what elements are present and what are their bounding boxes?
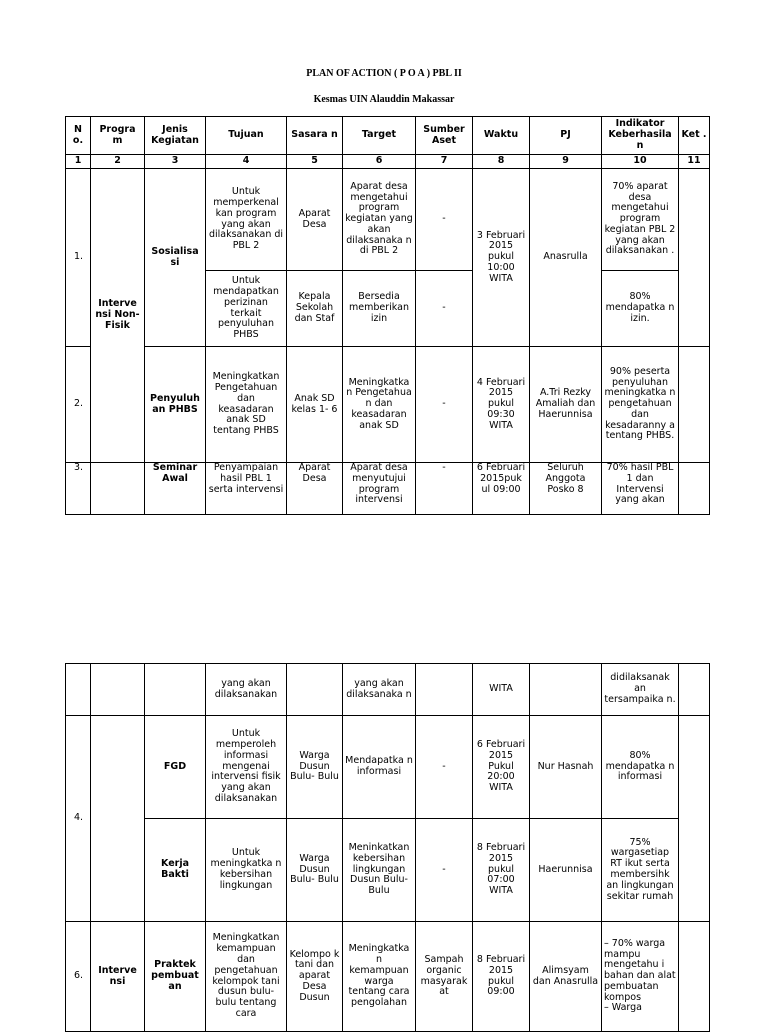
sumber-aset-cell: - xyxy=(416,463,473,515)
sasaran-cell: Kelompo k tani dan aparat Desa Dusun xyxy=(287,922,343,1032)
sumber-aset-cell: - xyxy=(416,819,473,922)
document-title: PLAN OF ACTION ( P O A ) PBL II xyxy=(306,68,462,79)
row-number: 1. xyxy=(66,169,91,347)
sumber-aset-cell xyxy=(416,664,473,716)
col-header-target: Target xyxy=(343,117,416,155)
tujuan-cell: Meningkatkan Pengetahuan dan keasadaran anak SD tentang PHBS xyxy=(206,347,287,463)
indikator-cell: didilaksanak an tersampaika n. xyxy=(602,664,679,716)
col-header-jenis: Jenis Kegiatan xyxy=(145,117,206,155)
sasaran-cell: Warga Dusun Bulu- Bulu xyxy=(287,819,343,922)
header-row xyxy=(66,117,710,155)
jenis-kegiatan-cell: Penyuluh an PHBS xyxy=(145,347,206,463)
target-cell: Bersedia memberikan izin xyxy=(343,271,416,347)
indikator-cell: 70% hasil PBL 1 dan Intervensi yang akan xyxy=(602,463,679,515)
document-subtitle: Kesmas UIN Alauddin Makassar xyxy=(313,94,455,105)
col-number: 4 xyxy=(206,155,287,169)
program-cell xyxy=(91,463,145,515)
ket-cell xyxy=(679,463,710,515)
col-number: 7 xyxy=(416,155,473,169)
tujuan-cell: Untuk meningkatka n kebersihan lingkungan xyxy=(206,819,287,922)
pj-cell: Nur Hasnah xyxy=(530,716,602,819)
table-row xyxy=(66,463,710,515)
jenis-kegiatan-cell: FGD xyxy=(145,716,206,819)
sasaran-cell: Warga Dusun Bulu- Bulu xyxy=(287,716,343,819)
sumber-aset-cell: - xyxy=(416,347,473,463)
poa-table-page-1 xyxy=(65,116,710,515)
sasaran-cell: Anak SD kelas 1- 6 xyxy=(287,347,343,463)
waktu-cell: WITA xyxy=(473,664,530,716)
waktu-cell: 3 Februari 2015 pukul 10:00 WITA xyxy=(473,169,530,347)
pj-cell: Haerunnisa xyxy=(530,819,602,922)
jenis-kegiatan-cell: Sosialisa si xyxy=(145,169,206,347)
col-number: 5 xyxy=(287,155,343,169)
row-number: 3. xyxy=(66,463,91,515)
target-cell: Aparat desa menyutujui program intervensi xyxy=(343,463,416,515)
indikator-cell xyxy=(602,922,679,1032)
col-header-aset: Sumber Aset xyxy=(416,117,473,155)
col-header-sasaran: Sasara n xyxy=(287,117,343,155)
waktu-cell: 8 Februari 2015 pukul 07:00 WITA xyxy=(473,819,530,922)
waktu-cell: 4 Februari 2015 pukul 09:30 WITA xyxy=(473,347,530,463)
col-number: 1 xyxy=(66,155,91,169)
target-cell: Meningkatka n kemampuan warga tentang cara pengolahan xyxy=(343,922,416,1032)
sasaran-cell: Aparat Desa xyxy=(287,463,343,515)
tujuan-cell: Meningkatkan kemampuan dan pengetahuan kelompok tani dusun bulu- bulu tentang cara xyxy=(206,922,287,1032)
target-cell: Mendapatka n informasi xyxy=(343,716,416,819)
indikator-cell: 70% aparat desa mengetahui program kegiatan PBL 2 yang akan dilaksanakan . xyxy=(602,169,679,271)
col-number: 2 xyxy=(91,155,145,169)
table-row xyxy=(66,819,710,922)
col-header-waktu: Waktu xyxy=(473,117,530,155)
row-number xyxy=(66,664,91,716)
tujuan-cell: yang akan dilaksanakan xyxy=(206,664,287,716)
target-cell: yang akan dilaksanaka n xyxy=(343,664,416,716)
col-number: 9 xyxy=(530,155,602,169)
col-header-indikator: Indikator Keberhasila n xyxy=(602,117,679,155)
col-header-no: N o. xyxy=(66,117,91,155)
sumber-aset-cell: Sampah organic masyarak at xyxy=(416,922,473,1032)
target-cell: Aparat desa mengetahui program kegiatan yang akan dilaksanaka n di PBL 2 xyxy=(343,169,416,271)
list-item: – Warga xyxy=(604,1002,642,1014)
column-number-row xyxy=(66,155,710,169)
waktu-cell: 6 Februari 2015puk ul 09:00 xyxy=(473,463,530,515)
tujuan-cell: Untuk memperoleh informasi mengenai intervensi fisik yang akan dilaksanakan xyxy=(206,716,287,819)
target-cell: Meninkatkan kebersihan lingkungan Dusun Bulu- Bulu xyxy=(343,819,416,922)
col-number: 8 xyxy=(473,155,530,169)
pj-cell: Alimsyam dan Anasrulla xyxy=(530,922,602,1032)
jenis-kegiatan-cell: Kerja Bakti xyxy=(145,819,206,922)
target-cell: Meningkatka n Pengetahua n dan keasadaran anak SD xyxy=(343,347,416,463)
tujuan-cell: Untuk mendapatkan perizinan terkait penyuluhan PHBS xyxy=(206,271,287,347)
ket-cell xyxy=(679,347,710,463)
sasaran-cell xyxy=(287,664,343,716)
indikator-cell: 80% mendapatka n izin. xyxy=(602,271,679,347)
program-cell xyxy=(91,716,145,922)
table-row xyxy=(66,664,710,716)
program-cell: Interve nsi Non- Fisik xyxy=(91,169,145,463)
jenis-kegiatan-cell: Seminar Awal xyxy=(145,463,206,515)
ket-cell xyxy=(679,716,710,922)
sumber-aset-cell: - xyxy=(416,271,473,347)
waktu-cell: 8 Februari 2015 pukul 09:00 xyxy=(473,922,530,1032)
row-number: 2. xyxy=(66,347,91,463)
indikator-list xyxy=(604,939,676,1015)
col-number: 11 xyxy=(679,155,710,169)
col-number: 3 xyxy=(145,155,206,169)
list-item: – 70% warga mampu mengetahu i bahan dan alat pembuatan kompos xyxy=(604,937,676,1003)
table-row xyxy=(66,922,710,1032)
col-header-program: Progra m xyxy=(91,117,145,155)
program-cell xyxy=(91,664,145,716)
ket-cell xyxy=(679,169,710,347)
sumber-aset-cell: - xyxy=(416,716,473,819)
ket-cell xyxy=(679,664,710,716)
sasaran-cell: Kepala Sekolah dan Staf xyxy=(287,271,343,347)
tujuan-cell: Untuk memperkenal kan program yang akan dilaksanakan di PBL 2 xyxy=(206,169,287,271)
indikator-cell: 90% peserta penyuluhan meningkatka n pengetahuan dan kesadaranny a tentang PHBS. xyxy=(602,347,679,463)
indikator-cell: 75% wargasetiap RT ikut serta membersihk an lingkungan sekitar rumah xyxy=(602,819,679,922)
jenis-kegiatan-cell: Praktek pembuat an xyxy=(145,922,206,1032)
col-header-pj: PJ xyxy=(530,117,602,155)
table-row xyxy=(66,716,710,819)
sumber-aset-cell: - xyxy=(416,169,473,271)
row-number: 4. xyxy=(66,716,91,922)
pj-cell xyxy=(530,664,602,716)
row-number: 6. xyxy=(66,922,91,1032)
pj-cell: Seluruh Anggota Posko 8 xyxy=(530,463,602,515)
tujuan-cell: Penyampaian hasil PBL 1 serta intervensi xyxy=(206,463,287,515)
ket-cell xyxy=(679,922,710,1032)
waktu-cell: 6 Februari 2015 Pukul 20:00 WITA xyxy=(473,716,530,819)
indikator-cell: 80% mendapatka n informasi xyxy=(602,716,679,819)
jenis-kegiatan-cell xyxy=(145,664,206,716)
col-header-ket: Ket . xyxy=(679,117,710,155)
col-header-tujuan: Tujuan xyxy=(206,117,287,155)
pj-cell: A.Tri Rezky Amaliah dan Haerunnisa xyxy=(530,347,602,463)
col-number: 10 xyxy=(602,155,679,169)
col-number: 6 xyxy=(343,155,416,169)
program-cell: Interve nsi xyxy=(91,922,145,1032)
pj-cell: Anasrulla xyxy=(530,169,602,347)
sasaran-cell: Aparat Desa xyxy=(287,169,343,271)
table-row xyxy=(66,347,710,463)
table-row xyxy=(66,169,710,271)
poa-table-page-2 xyxy=(65,663,710,1032)
